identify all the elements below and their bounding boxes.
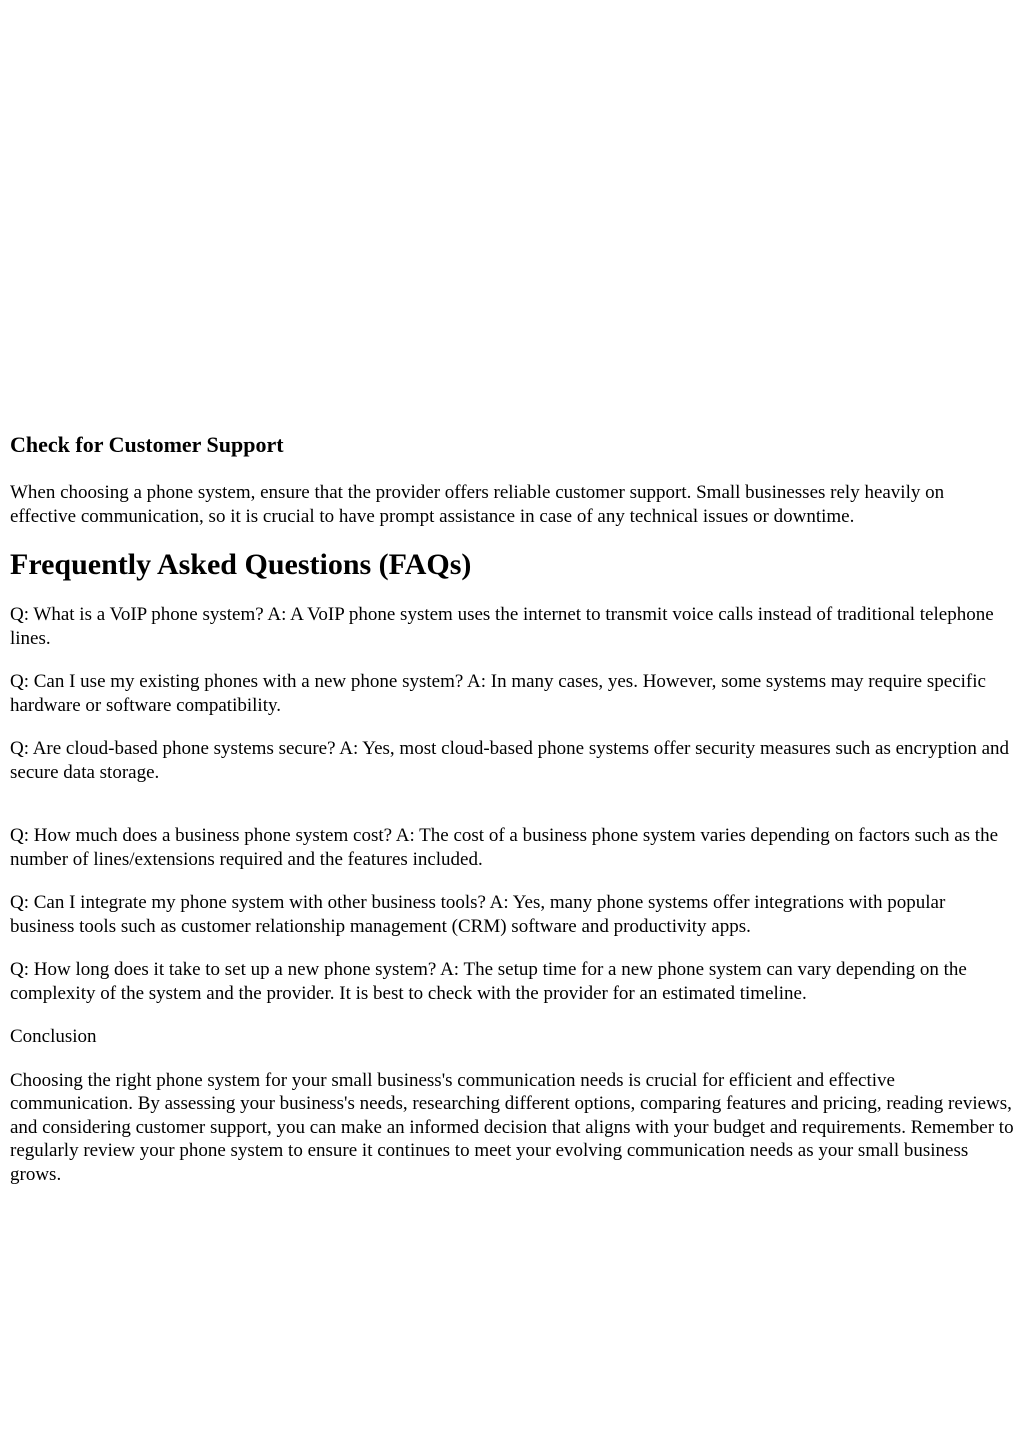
customer-support-heading: Check for Customer Support xyxy=(10,432,284,457)
faq-item-integrations: Q: Can I integrate my phone system with other business tools? A: Yes, many phone systems offer integrations with popular business tools such as customer relationship management (CRM) software and productivity apps. xyxy=(10,892,946,937)
faq-heading: Frequently Asked Questions (FAQs) xyxy=(10,548,472,581)
faq-item-existing-phones: Q: Can I use my existing phones with a new phone system? A: In many cases, yes. However, some systems may require specific hardware or software compatibility. xyxy=(10,671,986,716)
faq-item-cloud-security: Q: Are cloud-based phone systems secure? A: Yes, most cloud-based phone systems offer security measures such as encryption and secure data storage. xyxy=(10,738,1010,783)
faq-item-setup-time: Q: How long does it take to set up a new phone system? A: The setup time for a new phone system can vary depending on the complexity of the system and the provider. It is best to check with the provider for an estimated timeline. xyxy=(10,959,967,1004)
conclusion-label: Conclusion xyxy=(10,1026,97,1047)
blank-top-area xyxy=(10,0,1014,432)
faq-item-voip: Q: What is a VoIP phone system? A: A VoIP phone system uses the internet to transmit voice calls instead of traditional telephone lines. xyxy=(10,604,994,649)
article-page xyxy=(10,0,1014,1206)
faq-item-cost: Q: How much does a business phone system cost? A: The cost of a business phone system varies depending on factors such as the number of lines/extensions required and the features included. xyxy=(10,825,998,870)
paragraph-spacer xyxy=(10,804,1014,824)
conclusion-paragraph: Choosing the right phone system for your small business's communication needs is crucial for efficient and effective communication. By assessing your business's needs, researching different options, comparing features and pricing, reading reviews, and considering customer support, you can make an informed decision that aligns with your budget and requirements. Remember to regularly review your phone system to ensure it continues to meet your evolving communication needs as your small business grows. xyxy=(10,1069,1014,1185)
customer-support-paragraph: When choosing a phone system, ensure that the provider offers reliable customer support. Small businesses rely heavily on effective communication, so it is crucial to have prompt assistance in case of any technical issues or downtime. xyxy=(10,482,945,527)
